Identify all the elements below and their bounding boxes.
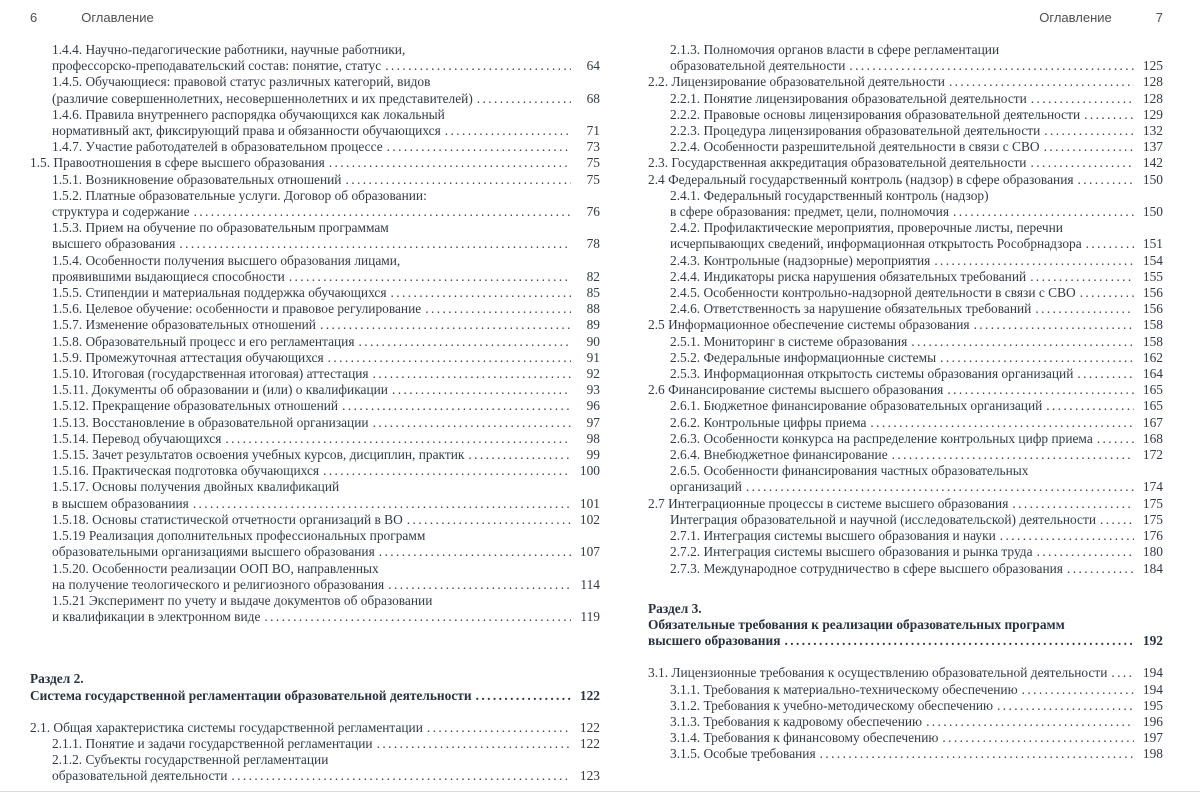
toc-entry-text: 1.5.2. Платные образовательные услуги. Договор об образовании: [52,187,427,203]
toc-entry-text: 1.5.14. Перевод обучающихся [52,430,222,446]
page-number-right: 7 [1155,10,1163,25]
toc-entry-text: 2.7.2. Интеграция системы высшего образования и рынка труда [670,544,1033,560]
toc-entry [30,74,600,106]
dot-leader [328,350,571,366]
toc-page-number: 99 [586,447,600,463]
toc-entry-text: 1.5.8. Образовательный процесс и его регламентация [52,333,355,349]
toc-entry [648,366,1163,382]
toc-entry-text: 2.4.3. Контрольные (надзорные) мероприятия [670,252,931,268]
toc-entry [648,496,1163,512]
toc-entry-text: 2.1.2. Субъекты государственной регламентации [52,752,329,768]
toc-entry [30,479,600,511]
dot-leader [387,139,571,155]
dot-leader [388,577,571,593]
toc-entry-text: высшего образования [52,236,176,252]
dot-leader [323,463,571,479]
dot-leader [264,609,571,625]
dot-leader [892,447,1134,463]
toc-section-entry [30,671,600,703]
toc-entry-text: Система государственной регламентации образовательной деятельности [30,687,472,703]
toc-entry [30,463,600,479]
toc-entry [648,528,1163,544]
toc-page-number: 175 [1142,511,1163,527]
toc-entry [648,269,1163,285]
toc-entry [30,188,600,220]
toc-entry-text: 1.5.3. Прием на обучение по образовательным программам [52,220,389,236]
toc-entry-text: образовательной деятельности [670,58,846,74]
dot-leader [947,382,1134,398]
toc-entry-text: 2.5.1. Мониторинг в системе образования [670,333,908,349]
toc-entry-text: 2.4.4. Индикаторы риска нарушения обязательных требований [670,268,1027,284]
toc-entry-text: 1.5. Правоотношения в сфере высшего образования [30,155,325,171]
toc-entry-text: образовательными организациями высшего образования [52,544,375,560]
toc-entry-text: 1.5.5. Стипендии и материальная поддержка обучающихся [52,285,387,301]
toc-entry [30,172,600,188]
page-header-left [30,10,600,25]
dot-leader [320,317,571,333]
toc-entry-text: и квалификации в электронном виде [52,609,261,625]
toc-page-number: 194 [1142,665,1163,681]
toc-entry-text: 1.5.11. Документы об образовании и (или) о квалификации [52,382,388,398]
toc-page-number: 172 [1142,447,1163,463]
dot-leader [1012,496,1134,512]
dot-leader [870,415,1134,431]
toc-page-number: 176 [1142,528,1163,544]
dot-leader [1046,398,1134,414]
toc-page-number: 97 [586,414,600,430]
toc-entry [30,398,600,414]
toc-page-number: 98 [586,430,600,446]
toc-entry-text: 1.5.16. Практическая подготовка обучающихся [52,463,320,479]
toc-entry-text: 1.5.1. Возникновение образовательных отношений [52,171,342,187]
dot-leader [953,204,1134,220]
toc-entry-text: проявившими выдающиеся способности [52,268,285,284]
toc-entry [648,317,1163,333]
toc-entry-text: 2.2.4. Особенности разрешительной деятельности в связи с СВО [670,139,1040,155]
toc-page-number: 156 [1142,285,1163,301]
toc-entry [648,334,1163,350]
dot-leader [407,512,571,528]
dot-leader [359,334,571,350]
toc-entry-text: 1.5.4. Особенности получения высшего образования лицами, [52,252,401,268]
toc-entry-text: 3.1.1. Требования к материально-техническому обеспечению [670,681,1018,697]
toc-entry-text: 1.5.13. Восстановление в образовательной организации [52,414,369,430]
toc-page-number: 154 [1142,252,1163,268]
toc-entry [648,415,1163,431]
toc-entry [648,398,1163,414]
toc-page-number: 150 [1142,171,1163,187]
dot-leader [225,431,571,447]
toc-entry-text: 1.5.10. Итоговая (государственная итоговая) аттестация [52,366,369,382]
toc-entry-text: 2.6.4. Внебюджетное финансирование [670,447,888,463]
page-number-left: 6 [30,10,38,25]
toc-entry-text: 3.1.5. Особые требования [670,746,816,762]
toc-entry-text: 2.6 Финансирование системы высшего образования [648,382,944,398]
toc-page-number: 64 [586,58,600,74]
toc-entry-text: 2.5 Информационное обеспечение системы образования [648,317,970,333]
dot-leader [373,415,571,431]
dot-leader [477,91,571,107]
toc-page-number: 75 [586,171,600,187]
toc-page-number: 164 [1142,366,1163,382]
toc-entry-text: 2.4.6. Ответственность за нарушение обязательных требований [670,301,1032,317]
toc-entry [30,42,600,74]
dot-leader [940,350,1134,366]
toc-entry [30,736,600,752]
dot-leader [1000,528,1134,544]
dot-leader [949,74,1134,90]
toc-list [648,42,1163,763]
toc-entry [30,561,600,593]
dot-leader [1078,172,1134,188]
toc-entry [648,682,1163,698]
dot-leader [390,285,571,301]
toc-entry-text: 3.1.2. Требования к учебно-методическому обеспечению [670,697,994,713]
toc-entry-text: 2.2.2. Правовые основы лицензирования образовательной деятельности [670,106,1081,122]
toc-page-number: 197 [1142,730,1163,746]
dot-leader [997,698,1134,714]
dot-leader [445,123,571,139]
dot-leader [345,172,571,188]
toc-page-number: 195 [1142,697,1163,713]
toc-entry-text: Раздел 3. [648,600,702,616]
toc-entry-text: на получение теологического и религиозного образования [52,576,385,592]
toc-entry [648,107,1163,123]
toc-page-number: 122 [579,735,600,751]
toc-page-number: 174 [1142,479,1163,495]
toc-entry [648,220,1163,252]
toc-entry-text: 2.2. Лицензирование образовательной деятельности [648,74,945,90]
toc-entry [648,155,1163,171]
toc-page-number: 122 [579,719,600,735]
toc-entry [30,139,600,155]
toc-entry-text: 1.5.12. Прекращение образовательных отношений [52,398,339,414]
dot-leader [1037,544,1134,560]
dot-leader [1044,139,1134,155]
toc-entry-text: нормативный акт, фиксирующий права и обязанности обучающихся [52,123,441,139]
dot-leader [476,688,571,704]
toc-page-number: 73 [586,139,600,155]
toc-entry [30,447,600,463]
toc-entry-text: Раздел 2. [30,671,84,687]
toc-page-number: 91 [586,349,600,365]
toc-entry [30,334,600,350]
toc-entry [648,172,1163,188]
toc-entry [648,561,1163,577]
toc-entry-text: 1.5.17. Основы получения двойных квалификаций [52,479,340,495]
toc-page-number: 85 [586,285,600,301]
toc-entry [648,285,1163,301]
toc-entry [30,350,600,366]
toc-page-number: 175 [1142,495,1163,511]
toc-entry [648,350,1163,366]
toc-list [30,42,600,785]
toc-entry-text: 2.7.3. Международное сотрудничество в сфере высшего образования [670,560,1063,576]
toc-page-number: 162 [1142,349,1163,365]
dot-leader [373,366,571,382]
toc-entry [30,107,600,139]
toc-entry-text: 3.1.4. Требования к финансовому обеспечению [670,730,939,746]
toc-entry [648,382,1163,398]
page-header-right [648,10,1163,25]
toc-entry-text: 1.5.21 Эксперимент по учету и выдаче документов об образовании [52,592,433,608]
toc-page-number: 158 [1142,333,1163,349]
toc-entry [30,220,600,252]
dot-leader [1044,123,1134,139]
dot-leader [784,633,1134,649]
toc-entry-text: 2.7.1. Интеграция системы высшего образования и науки [670,528,996,544]
toc-entry-text: 2.2.1. Понятие лицензирования образовательной деятельности [670,90,1027,106]
toc-entry-text: 2.7 Интеграционные процессы в системе высшего образования [648,495,1009,511]
toc-entry-text: Обязательные требования к реализации образовательных программ [648,616,1065,632]
toc-entry-text: структура и содержание [52,204,190,220]
dot-leader [194,204,571,220]
toc-entry-text: 1.4.5. Обучающиеся: правовой статус различных категорий, видов [52,74,431,90]
dot-leader [1100,512,1134,528]
toc-entry [648,665,1163,681]
toc-page-number: 78 [586,236,600,252]
dot-leader [1080,285,1134,301]
toc-entry [648,447,1163,463]
dot-leader [1030,269,1134,285]
toc-page-number: 137 [1142,139,1163,155]
dot-leader [942,730,1134,746]
dot-leader [468,447,571,463]
dot-leader [1067,561,1134,577]
dot-leader [1035,301,1134,317]
toc-entry-text: 2.6.1. Бюджетное финансирование образовательных организаций [670,398,1043,414]
toc-page-number: 142 [1142,155,1163,171]
toc-entry [648,139,1163,155]
toc-page-number: 129 [1142,106,1163,122]
toc-page-number: 128 [1142,74,1163,90]
toc-entry-text: образовательной деятельности [52,768,228,784]
toc-page-number: 180 [1142,544,1163,560]
toc-page-number: 75 [586,155,600,171]
toc-entry-text: 1.4.6. Правила внутреннего распорядка обучающихся как локальный [52,106,445,122]
toc-entry-text: 2.1.1. Понятие и задачи государственной регламентации [52,735,373,751]
toc-page-number: 68 [586,90,600,106]
dot-leader [1022,682,1134,698]
toc-page-number: 198 [1142,746,1163,762]
toc-entry [648,253,1163,269]
dot-leader [1111,665,1134,681]
toc-entry [30,155,600,171]
toc-page-number: 114 [580,576,600,592]
toc-entry-text: Интеграция образовательной и научной (исследовательской) деятельности [670,511,1096,527]
running-title-left: Оглавление [81,10,154,25]
toc-entry-text: 2.4.5. Особенности контрольно-надзорной деятельности в связи с СВО [670,285,1076,301]
toc-page-number: 123 [579,768,600,784]
toc-page-number: 71 [586,123,600,139]
toc-entry [30,431,600,447]
toc-page-number: 102 [579,511,600,527]
toc-page-number: 119 [580,609,600,625]
toc-entry-text: организаций [670,479,742,495]
toc-entry-text: 2.1.3. Полномочия органов власти в сфере регламентации [670,42,1000,57]
toc-entry-text: 2.4.2. Профилактические мероприятия, проверочные листы, перечни [670,220,1063,236]
toc-entry [30,382,600,398]
toc-entry-text: 1.5.18. Основы статистической отчетности организаций в ВО [52,511,403,527]
toc-entry [30,415,600,431]
toc-entry [30,720,600,736]
toc-entry [648,730,1163,746]
toc-entry [648,74,1163,90]
toc-page-number: 155 [1142,268,1163,284]
toc-entry-text: (различие совершеннолетних, несовершеннолетних и их представителей) [52,90,473,106]
toc-entry [648,91,1163,107]
toc-section-entry [648,601,1163,650]
dot-leader [849,58,1134,74]
toc-page-number: 167 [1142,414,1163,430]
dot-leader [377,736,571,752]
toc-page-number: 132 [1142,123,1163,139]
toc-entry-text: 2.4 Федеральный государственный контроль (надзор) в сфере образования [648,171,1074,187]
toc-page-number: 125 [1142,58,1163,74]
toc-entry-text: в сфере образования: предмет, цели, полномочия [670,204,949,220]
toc-entry-text: 2.6.3. Особенности конкурса на распределение контрольных цифр приема [670,430,1093,446]
dot-leader [1030,155,1134,171]
dot-leader [1077,366,1134,382]
toc-page-number: 92 [586,366,600,382]
dot-leader [193,496,571,512]
dot-leader [820,746,1134,762]
toc-entry-text: 3.1.3. Требования к кадровому обеспечению [670,713,923,729]
toc-entry-text: 1.5.20. Особенности реализации ООП ВО, направленных [52,560,379,576]
toc-entry [648,301,1163,317]
toc-page-number: 101 [579,495,600,511]
toc-entry [648,431,1163,447]
book-page-right [648,10,1163,763]
toc-page-number: 93 [586,382,600,398]
toc-entry-text: исчерпывающих сведений, информационная открытость Рособрнадзора [670,236,1082,252]
toc-entry [30,301,600,317]
toc-entry [648,463,1163,495]
dot-leader [934,253,1134,269]
toc-entry [30,528,600,560]
toc-page-number: 158 [1142,317,1163,333]
toc-entry [648,698,1163,714]
toc-page-number: 168 [1142,430,1163,446]
dot-leader [385,58,571,74]
toc-entry [648,188,1163,220]
toc-entry-text: 1.5.7. Изменение образовательных отношений [52,317,316,333]
toc-page-number: 194 [1142,681,1163,697]
page-bottom-edge [0,791,1200,792]
dot-leader [746,479,1134,495]
running-title-right: Оглавление [1039,10,1112,25]
toc-page-number: 192 [1142,633,1163,649]
toc-page-number: 122 [579,687,600,703]
dot-leader [342,398,571,414]
toc-page-number: 156 [1142,301,1163,317]
toc-entry [648,512,1163,528]
toc-entry-text: 1.4.4. Научно-педагогические работники, научные работники, [52,42,406,57]
toc-entry-text: 2.6.2. Контрольные цифры приема [670,414,867,430]
toc-entry-text: 1.5.6. Целевое обучение: особенности и правовое регулирование [52,301,422,317]
toc-entry [30,752,600,784]
dot-leader [1084,107,1134,123]
dot-leader [1086,236,1134,252]
toc-entry-text: 2.4.1. Федеральный государственный контроль (надзор) [670,187,989,203]
toc-page-number: 196 [1142,713,1163,729]
dot-leader [425,301,571,317]
toc-entry [30,285,600,301]
toc-entry [648,42,1163,74]
toc-entry-text: 1.5.19 Реализация дополнительных профессиональных программ [52,528,426,544]
toc-page-number: 165 [1142,382,1163,398]
dot-leader [926,714,1134,730]
toc-entry-text: высшего образования [648,633,781,649]
toc-page-number: 100 [579,463,600,479]
toc-page-number: 82 [586,268,600,284]
dot-leader [974,317,1134,333]
toc-entry [648,123,1163,139]
toc-page-number: 151 [1142,236,1163,252]
dot-leader [1097,431,1134,447]
toc-entry [30,253,600,285]
toc-page-number: 184 [1142,560,1163,576]
toc-entry [30,512,600,528]
dot-leader [1031,91,1134,107]
toc-entry-text: 2.6.5. Особенности финансирования частных образовательных [670,463,1029,479]
toc-entry-text: 2.5.2. Федеральные информационные системы [670,349,937,365]
toc-entry-text: 3.1. Лицензионные требования к осуществлению образовательной деятельности [648,665,1108,681]
toc-page-number: 89 [586,317,600,333]
toc-entry-text: 2.5.3. Информационная открытость системы образования организаций [670,366,1074,382]
toc-entry-text: 2.3. Государственная аккредитация образовательной деятельности [648,155,1027,171]
dot-leader [392,382,571,398]
toc-entry [30,593,600,625]
toc-entry-text: 1.4.7. Участие работодателей в образовательном процессе [52,139,383,155]
toc-entry-text: в высшем образованиия [52,495,189,511]
book-page-left [30,10,600,785]
dot-leader [427,720,571,736]
toc-page-number: 88 [586,301,600,317]
toc-page-number: 90 [586,333,600,349]
dot-leader [289,269,571,285]
dot-leader [231,768,571,784]
dot-leader [179,236,571,252]
toc-entry [30,366,600,382]
toc-entry [648,746,1163,762]
toc-entry-text: профессорско-преподавательский состав: понятие, статус [52,58,382,74]
toc-entry [30,317,600,333]
toc-page-number: 128 [1142,90,1163,106]
toc-entry-text: 2.2.3. Процедура лицензирования образовательной деятельности [670,123,1041,139]
toc-page-number: 107 [579,544,600,560]
toc-page-number: 150 [1142,204,1163,220]
toc-entry-text: 1.5.9. Промежуточная аттестация обучающихся [52,349,324,365]
dot-leader [911,334,1134,350]
toc-entry [648,544,1163,560]
toc-entry-text: 1.5.15. Зачет результатов освоения учебных курсов, дисциплин, практик [52,447,465,463]
toc-page-number: 76 [586,204,600,220]
toc-page-number: 96 [586,398,600,414]
toc-page-number: 165 [1142,398,1163,414]
dot-leader [379,544,571,560]
dot-leader [329,155,571,171]
toc-entry-text: 2.1. Общая характеристика системы государственной регламентации [30,719,423,735]
toc-entry [648,714,1163,730]
